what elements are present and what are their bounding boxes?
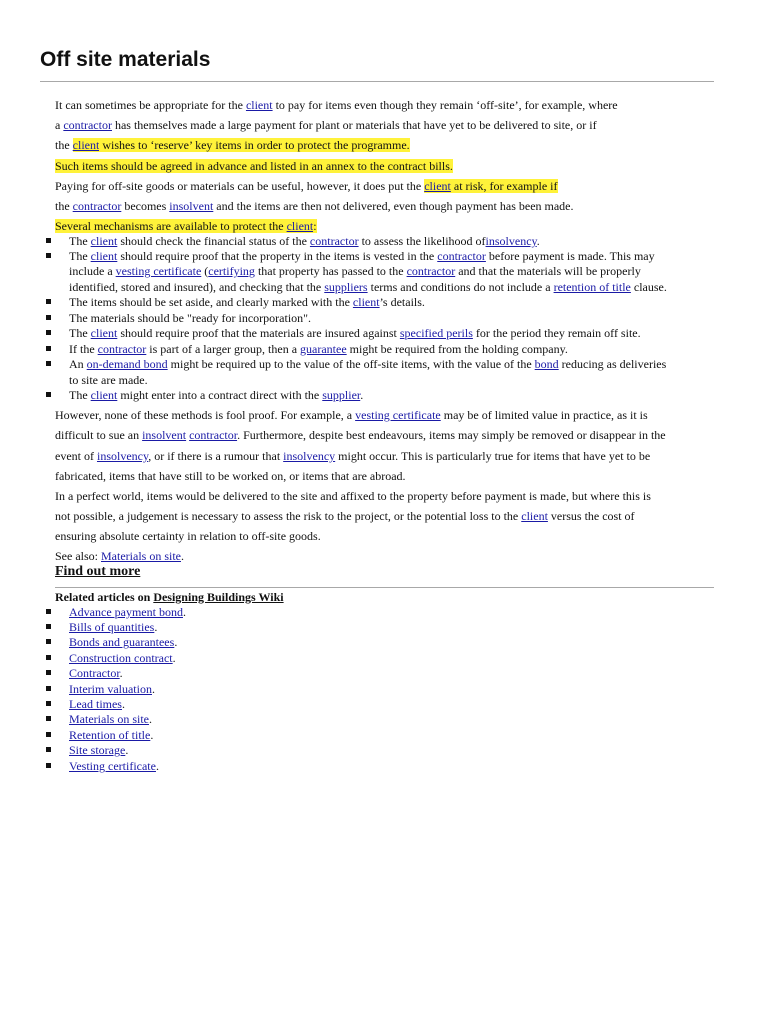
bullet-marker [46, 299, 51, 304]
not-fool-proof-line-4: fabricated, items that have still to be worked on, or items that are abroad. [55, 469, 406, 483]
link-suppliers[interactable]: suppliers [324, 280, 368, 294]
bullet-direct-contract: The client might enter into a contract direct with the supplier. [69, 388, 364, 402]
risk-line-2: the contractor becomes insolvent and the items are then not delivered, even though payment has been made. [55, 199, 574, 213]
link-vesting-certificate[interactable]: vesting certificate [115, 264, 202, 278]
link-insolvency[interactable]: insolvency [96, 449, 149, 463]
mechanisms-intro-line: Several mechanisms are available to protect the client: [55, 219, 317, 233]
related-item: Interim valuation. [69, 682, 155, 696]
bullet-marker [46, 238, 51, 243]
designing-buildings-wiki-label: Designing Buildings Wiki [153, 590, 284, 604]
link-supplier[interactable]: supplier [322, 388, 361, 402]
link-on-demand-bond[interactable]: on-demand bond [86, 357, 168, 371]
related-item: Bonds and guarantees. [69, 635, 178, 649]
link-contractor[interactable]: contractor [72, 199, 122, 213]
link-client[interactable]: client [521, 509, 548, 523]
bullet-marker [46, 639, 51, 644]
link-client[interactable]: client [90, 249, 118, 263]
link-related-article[interactable]: Bonds and guarantees [69, 635, 175, 649]
link-guarantee[interactable]: guarantee [300, 342, 347, 356]
link-insolvency[interactable]: insolvency [283, 449, 336, 463]
intro-line-3: the client wishes to ‘reserve’ key items in order to protect the programme. [55, 138, 410, 152]
related-item: Vesting certificate. [69, 759, 159, 773]
perfect-world-line-3: ensuring absolute certainty in relation to off-site goods. [55, 529, 321, 543]
link-client[interactable]: client [245, 98, 273, 112]
bullet-marker [46, 609, 51, 614]
link-client[interactable]: client [90, 388, 118, 402]
related-item: Site storage. [69, 743, 129, 757]
bullet-marker [46, 670, 51, 675]
link-client[interactable]: client [90, 234, 118, 248]
link-contractor[interactable]: contractor [437, 249, 486, 263]
link-vesting-certificate[interactable]: vesting certificate [355, 408, 441, 422]
link-insolvency[interactable]: insolvency [485, 234, 537, 248]
related-item: Retention of title. [69, 728, 154, 742]
advance-agreement-line: Such items should be agreed in advance and listed in an annex to the contract bills. [55, 159, 453, 173]
bullet-proof-vested-line-3: identified, stored and insured), and checking that the suppliers terms and conditions do not include a retention of title clause. [69, 280, 667, 294]
link-contractor[interactable]: contractor [406, 264, 456, 278]
see-also: See also: Materials on site. [55, 549, 184, 563]
related-item: Bills of quantities. [69, 620, 158, 634]
bullet-marker [46, 747, 51, 752]
link-related-article[interactable]: Site storage [69, 743, 126, 757]
not-fool-proof-line-2: difficult to sue an insolvent contractor. Furthermore, despite best endeavours, items may simply be removed or disappear in the [55, 428, 666, 442]
link-related-article[interactable]: Interim valuation [69, 682, 152, 696]
bullet-marker [46, 392, 51, 397]
bullet-marker [46, 346, 51, 351]
intro-line-2: a contractor has themselves made a large payment for plant or materials that have yet to be delivered to site, or if [55, 118, 597, 132]
link-contractor[interactable]: contractor [63, 118, 112, 132]
related-item: Advance payment bond. [69, 605, 186, 619]
bullet-proof-vested-line-2: include a vesting certificate (certifying that property has passed to the contractor and that the materials will be properly [69, 264, 641, 278]
link-related-article[interactable]: Construction contract [69, 651, 173, 665]
bullet-marker [46, 330, 51, 335]
bullet-marker [46, 732, 51, 737]
section-divider [55, 587, 714, 588]
link-related-article[interactable]: Vesting certificate [69, 759, 156, 773]
page-title: Off site materials [40, 48, 211, 71]
link-contractor[interactable]: contractor [189, 428, 238, 442]
link-client[interactable]: client [72, 138, 100, 152]
bullet-financial-status: The client should check the financial status of the contractor to assess the likelihood ofinsolvency. [69, 234, 540, 248]
bullet-marker [46, 253, 51, 258]
bullet-marker [46, 763, 51, 768]
bullet-ready-for-incorporation: The materials should be "ready for incorporation". [69, 311, 312, 325]
bullet-marker [46, 686, 51, 691]
related-item: Materials on site. [69, 712, 152, 726]
perfect-world-line-2: not possible, a judgement is necessary to assess the risk to the project, or the potential loss to the client versus the cost of [55, 509, 635, 523]
bullet-bond-line-2: to site are made. [69, 373, 148, 387]
link-bond[interactable]: bond [534, 357, 559, 371]
link-related-article[interactable]: Advance payment bond [69, 605, 183, 619]
perfect-world-line-1: In a perfect world, items would be delivered to the site and affixed to the property before payment is made, but where this is [55, 489, 651, 503]
link-insolvent[interactable]: insolvent [169, 199, 214, 213]
bullet-marker [46, 624, 51, 629]
link-client[interactable]: client [286, 219, 314, 233]
bullet-guarantee: If the contractor is part of a larger group, then a guarantee might be required from the holding company. [69, 342, 568, 356]
find-out-more-heading: Find out more [55, 564, 141, 579]
link-related-article[interactable]: Retention of title [69, 728, 151, 742]
bullet-marker [46, 361, 51, 366]
link-client[interactable]: client [90, 326, 118, 340]
not-fool-proof-line-3: event of insolvency, or if there is a rumour that insolvency might occur. This is particularly true for items that have yet to be [55, 449, 651, 463]
bullet-marker [46, 716, 51, 721]
link-related-article[interactable]: Bills of quantities [69, 620, 155, 634]
title-divider [40, 81, 714, 82]
risk-line-1: Paying for off-site goods or materials can be useful, however, it does put the client at risk, for example if [55, 179, 558, 193]
link-retention-of-title[interactable]: retention of title [553, 280, 631, 294]
link-materials-on-site[interactable]: Materials on site [101, 549, 181, 563]
link-contractor[interactable]: contractor [97, 342, 147, 356]
bullet-insured: The client should require proof that the materials are insured against specified perils for the period they remain off site. [69, 326, 641, 340]
bullet-marker [46, 655, 51, 660]
bullet-set-aside: The items should be set aside, and clearly marked with the client’s details. [69, 295, 425, 309]
intro-line-1: It can sometimes be appropriate for the client to pay for items even though they remain ‘off-site’, for example, where [55, 98, 618, 112]
link-contractor[interactable]: contractor [309, 234, 359, 248]
not-fool-proof-line-1: However, none of these methods is fool proof. For example, a vesting certificate may be of limited value in practice, as it is [55, 408, 648, 422]
related-item: Contractor. [69, 666, 123, 680]
related-item: Lead times. [69, 697, 125, 711]
bullet-bond-line-1: An on-demand bond might be required up to the value of the off-site items, with the value of the bond reducing as deliveries [69, 357, 667, 371]
link-client[interactable]: client [352, 295, 380, 309]
related-articles-heading: Related articles on Designing Buildings Wiki [55, 590, 284, 604]
link-related-article[interactable]: Contractor [69, 666, 120, 680]
link-client[interactable]: client [424, 179, 451, 193]
related-item: Construction contract. [69, 651, 176, 665]
link-certifying[interactable]: certifying [208, 264, 255, 278]
link-specified-perils[interactable]: specified perils [399, 326, 473, 340]
link-related-article[interactable]: Materials on site [69, 712, 149, 726]
bullet-proof-vested-line-1: The client should require proof that the property in the items is vested in the contractor before payment is made. This may [69, 249, 655, 263]
link-related-article[interactable]: Lead times [69, 697, 122, 711]
bullet-marker [46, 701, 51, 706]
link-insolvent[interactable]: insolvent [142, 428, 187, 442]
bullet-marker [46, 315, 51, 320]
